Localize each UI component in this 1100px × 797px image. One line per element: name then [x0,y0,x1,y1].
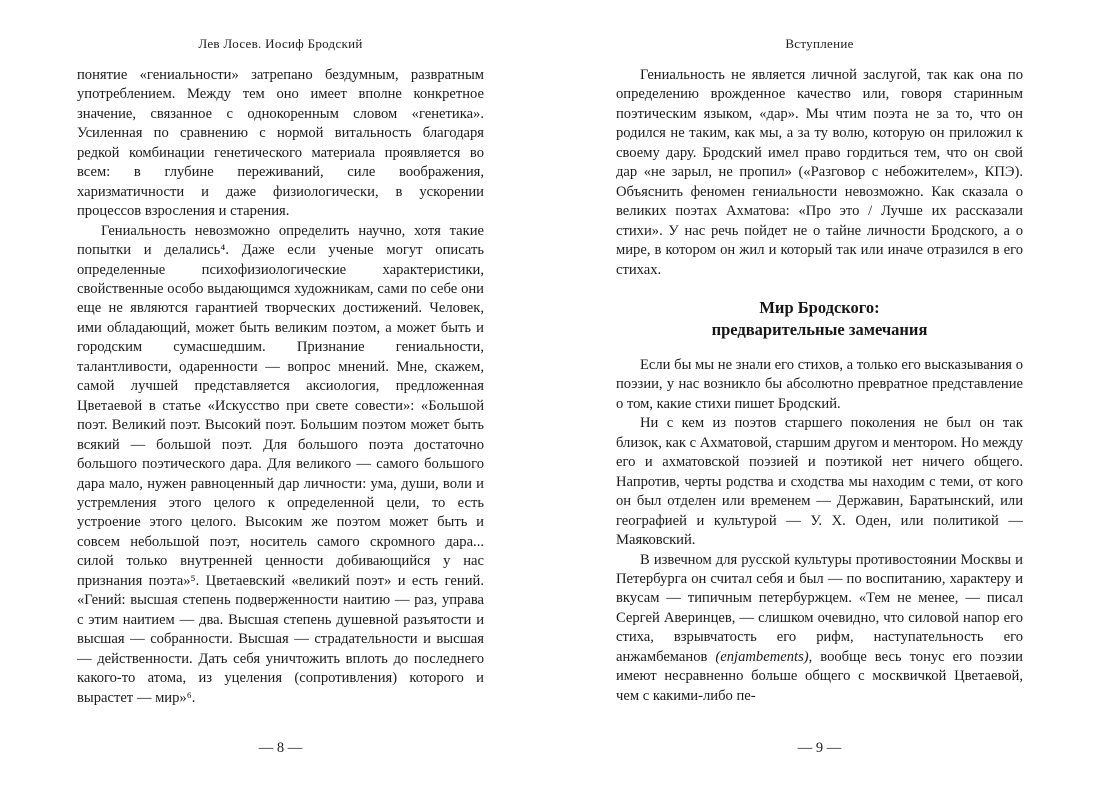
page-right [616,0,1023,797]
section-heading-line-2: предварительные замечания [711,319,928,339]
section-heading-line-1: Мир Бродского: [759,297,880,317]
paragraph: Гениальность не является личной заслугой, так как она по определению врожденное качество или, говоря старинным поэтическим языком, «дар». Мы чтим поэта не за то, что он родился не таким, как мы, а за ту волю, которую он приложил к своему дару. Бродский имел право гордиться тем, что он свой дар «не зарыл, не пропил» («Разговор с небожителем», КПЭ). Объяснить феномен гениальности невозможно. Как сказала о великих поэтах Ахматова: «Про это / Лучше их рассказали стихи». У нас речь пойдет не о тайне личности Бродского, а о мире, в котором он жил и который так или иначе отразился в его стихах. [616,67,1023,278]
paragraph: Ни с кем из поэтов старшего поколения не был он так близок, как с Ахматовой, старшим другом и ментором. Но между его и ахматовской поэзией и поэтикой нет ничего общего. Напротив, черты родства и сходства мы находим с теми, от кого он был отделен или временем — Державин, Баратынский, или географией и культурой — У. Х. Оден, или политикой — Маяковский. [616,415,1023,549]
running-header-right: Вступление [785,36,854,51]
paragraph: понятие «гениальности» затрепано бездумным, развратным употреблением. Между тем оно имеет вполне конкретное значение, связанное с однокоренным словом «генетика». Усиленная по сравнению с нормой витальность благодаря редкой комбинации генетического материала проявляется во всем: в глубине переживаний, силе воображения, харизматичности и даже физиологически, в ускорении процессов взросления и старения. [77,67,484,220]
running-header-left: Лев Лосев. Иосиф Бродский [198,36,363,51]
page-number-left: — 8 — [258,740,303,756]
page-body-right [616,66,1023,738]
page-number-right: — 9 — [797,740,842,756]
paragraph: Гениальность невозможно определить научно, хотя такие попытки и делались⁴. Даже если ученые могут описать определенные психофизиологические характеристики, свойственные особо выдающимся художникам, сами по себе они еще не являются гарантией творческих достижений. Человек, ими обладающий, может быть великим поэтом, а может быть и городским сумасшедшим. Признание гениальности, талантливости, одаренности — вопрос мнений. Мне, скажем, самой лучшей представляется аксиология, предложенная Цветаевой в статье «Искусство при свете совести»: «Большой поэт. Великий поэт. Высокий поэт. Большим поэтом может быть всякий — большой поэт. Для большого поэта достаточно большого поэтического дара. Для великого — самого большого дара мало, нужен равноценный дар личности: ума, души, воли и устремления этого целого к определенной цели, то есть устроение этого целого. Высоким же поэтом может быть и совсем небольшой поэт, носитель самого скромного дара... силой только внутренней ценности добивающийся у нас признания поэта»⁵. Цветаевский «великий поэт» и есть гений. «Гений: высшая степень подверженности наитию — раз, управа с этим наитием — два. Высшая степень душевной разъятости и высшая — собранности. Высшая — страдательности и высшая — действенности. Дать себя уничтожить вплоть до последнего какого-то атома, из уцеления (сопротивления) которого и вырастет — мир»⁶. [77,222,484,706]
page-body-left [77,66,484,738]
section-heading [616,297,1023,341]
paragraph-text-after-italic: , вообще весь тонус его поэзии имеют несравненно больше общего с москвичкой Цветаевой, чем с какими-либо пе- [616,648,1023,704]
paragraph [616,551,1023,707]
paragraph-text-before-italic: В извечном для русской культуры противостоянии Москвы и Петербурга он считал себя и был — по воспитанию, характеру и вкусам — типичным петербуржцем. «Тем не менее, — писал Сергей Аверинцев, — слишком очевидно, что силовой напор его стиха, взрывчатость его рифм, наступательность его анжамбеманов [616,551,1023,665]
page-left [77,0,484,797]
paragraph: Если бы мы не знали его стихов, а только его высказывания о поэзии, у нас возникло бы абсолютно превратное представление о том, какие стихи пишет Бродский. [616,356,1023,412]
italic-foreign-term: (enjambements) [715,648,809,665]
